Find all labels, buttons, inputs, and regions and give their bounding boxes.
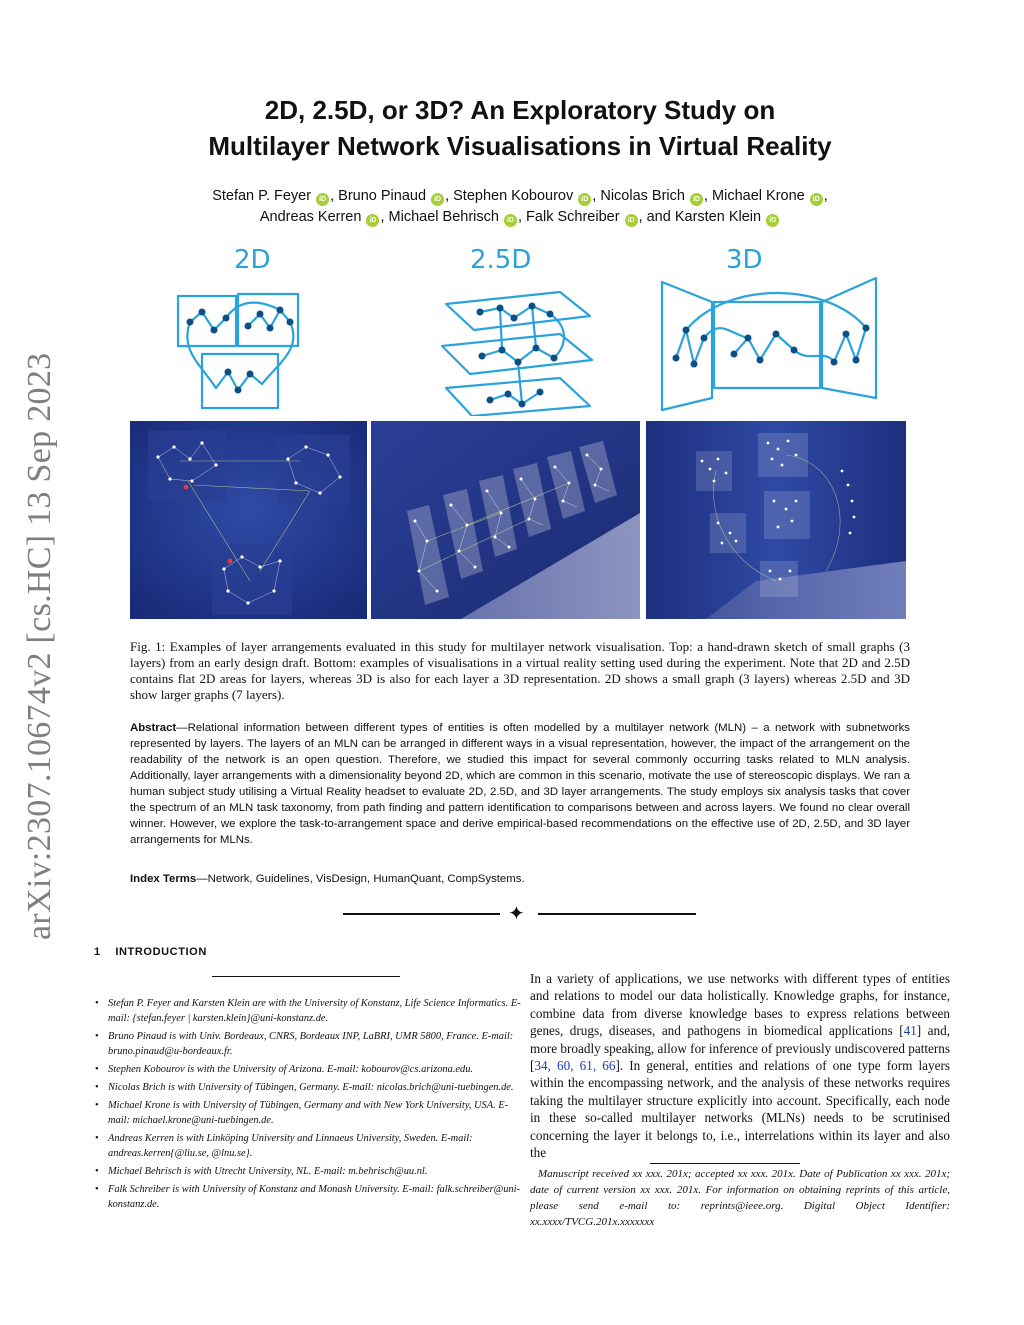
introduction-paragraph (530, 970, 950, 1161)
affiliation-item: • Andreas Kerren is with Linköping University and Linnaeus University, Sweden. E-mail: andreas.kerren{@liu.se, @lnu.se}. (94, 1131, 524, 1161)
vr-screenshot-2d (130, 421, 367, 619)
orcid-icon[interactable]: iD (504, 214, 517, 227)
affiliation-item: • Michael Krone is with University of Tübingen, Germany and with New York University, USA. E-mail: michael.krone@uni-tuebingen.de. (94, 1098, 524, 1128)
sketch-label-2-5d: 2.5D (470, 245, 532, 275)
separator-right (538, 913, 696, 915)
orcid-icon[interactable]: iD (431, 193, 444, 206)
abstract-text: —Relational information between different types of entities is often modelled by a multilayer network (MLN) – a network with subnetworks represented by layers. The layers of an MLN can be arranged in different ways in a visual representation, however, the impact of the arrangement on the readability of the network is an open question. Therefore, we studied this impact for several commonly occurring tasks related to MLN analysis. Additionally, layer arrangements with a dimensionality beyond 2D, which are common in this scenario, motivate the use of stereoscopic displays. We ran a human subject study utilising a Virtual Reality headset to evaluate 2D, 2.5D, and 3D layer arrangements. The study employs six analysis tasks that cover the spectrum of an MLN task taxonomy, from path finding and pattern identification to comparisons between and across layers. We found no clear overall winner. However, we explore the task-to-arrangement space and derive empirical-based recommendations on the effective use of 2D, 2.5D, and 3D layer arrangements for MLNs. (130, 722, 910, 846)
author-name: Falk Schreiber (526, 209, 620, 225)
abstract (130, 720, 910, 848)
separator-left (343, 913, 500, 915)
affiliation-list (94, 996, 524, 1215)
affiliation-item: • Bruno Pinaud is with Univ. Bordeaux, CNRS, Bordeaux INP, LaBRI, UMR 5800, France. E-mail: bruno.pinaud@u-bordeaux.fr. (94, 1029, 524, 1059)
sketch-label-2d: 2D (234, 245, 271, 275)
sketch-2-5d (442, 292, 592, 416)
orcid-icon[interactable]: iD (625, 214, 638, 227)
vr-screenshot-3d (646, 421, 906, 619)
author-line-1: Stefan P. Feyer iD , Bruno Pinaud iD , Stephen Kobourov iD , Nicolas Brich iD , Michael Krone iD , (212, 188, 828, 204)
sketch-3d (662, 278, 876, 410)
abstract-label: Abstract (130, 722, 177, 734)
affiliation-item: • Falk Schreiber is with University of Konstanz and Monash University. E-mail: falk.schreiber@uni-konstanz.de. (94, 1182, 524, 1212)
section-heading (94, 946, 207, 958)
section-number: 1 (94, 946, 101, 958)
affiliation-item: • Nicolas Brich is with University of Tübingen, Germany. E-mail: nicolas.brich@uni-tuebingen.de. (94, 1080, 524, 1095)
orcid-icon[interactable]: iD (578, 193, 591, 206)
vr-screenshot-2-5d (371, 421, 640, 619)
author-name: Andreas Kerren (259, 209, 362, 225)
orcid-icon[interactable]: iD (766, 214, 779, 227)
manuscript-text: Manuscript received xx xxx. 201x; accepted xx xxx. 201x. Date of Publication xx xxx. 201x; date of current version xx xxx. 201x. For information on obtaining reprints of this article, please send e-mail to: reprints@ieee.org. Digital Object Identifier: xx.xxxx/TVCG.201x.xxxxxxx (530, 1168, 950, 1228)
orcid-icon[interactable]: iD (690, 193, 703, 206)
arxiv-identifier: arXiv:2307.10674v2 [cs.HC] 13 Sep 2023 (21, 352, 58, 940)
title-line-2: Multilayer Network Visualisations in Virtual Reality (208, 131, 832, 161)
author-name: Bruno Pinaud (338, 188, 427, 204)
index-terms (130, 871, 910, 887)
author-name: Karsten Klein (674, 209, 762, 225)
manuscript-note (530, 1166, 950, 1230)
affiliation-item: • Stefan P. Feyer and Karsten Klein are with the University of Konstanz, Life Science Informatics. E-mail: {stefan.feyer | karsten.klein}@uni-konstanz.de. (94, 996, 524, 1026)
paper-title (130, 92, 910, 164)
author-name: Michael Krone (712, 188, 805, 204)
affiliation-item: • Michael Behrisch is with Utrecht University, NL. E-mail: m.behrisch@uu.nl. (94, 1164, 524, 1179)
intro-text-1: In a variety of applications, we use networks with different types of entities and relations to model our data holistically. Knowledge graphs, for instance, combine data from diverse knowledge bases to express relations between genes, drugs, diseases, and pathogens in biomedical applications [ (530, 971, 950, 1039)
sketch-label-3d: 3D (726, 245, 763, 275)
author-name: Nicolas Brich (600, 188, 685, 204)
title-line-1: 2D, 2.5D, or 3D? An Exploratory Study on (264, 95, 776, 125)
orcid-icon[interactable]: iD (810, 193, 823, 206)
manuscript-rule (650, 1163, 800, 1164)
intro-text-3: ]. In general, entities and relations of one type form layers within the encompassing network, and the analysis of these networks requires taking the multilayer structure explicitly into account. Specifically, each node in these so-called multilayer networks (MLNs) needs to be scrutinised concerning the layer it belongs to, i.e., interrelations within its layer and also the (530, 1058, 951, 1161)
author-name: Stefan P. Feyer (212, 188, 312, 204)
author-name: Stephen Kobourov (453, 188, 574, 204)
intro-text-2: ] and, more broadly speaking, allow for inference of previously undiscovered patterns [ (530, 1023, 950, 1074)
section-title: INTRODUCTION (115, 946, 207, 958)
figure-sketch (130, 238, 906, 416)
figure-caption: Fig. 1: Examples of layer arrangements evaluated in this study for multilayer network visualisation. Top: a hand-drawn sketch of small graphs (3 layers) from an early design draft. Bottom: examples of visualisations in a virtual reality setting used during the experiment. Note that 2D and 2.5D contains flat 2D areas for layers, whereas 3D is also for each layer a 3D representation. 2D shows a small graph (3 layers) whereas 2.5D and 3D show larger graphs (7 layers). (130, 639, 910, 702)
citation-link[interactable]: 41 (903, 1023, 917, 1039)
separator-star-icon: ✦ (508, 901, 525, 925)
author-name: Michael Behrisch (388, 209, 499, 225)
author-line-2: Andreas Kerren iD , Michael Behrisch iD , Falk Schreiber iD , and Karsten Klein iD (140, 207, 900, 228)
author-list (140, 186, 900, 228)
index-terms-label: Index Terms (130, 873, 197, 885)
footnote-rule (212, 976, 400, 977)
index-terms-text: —Network, Guidelines, VisDesign, HumanQuant, CompSystems. (196, 873, 525, 885)
orcid-icon[interactable]: iD (316, 193, 329, 206)
affiliation-item: • Stephen Kobourov is with the University of Arizona. E-mail: kobourov@cs.arizona.edu. (94, 1062, 524, 1077)
orcid-icon[interactable]: iD (366, 214, 379, 227)
citation-link[interactable]: 34, 60, 61, 66 (534, 1058, 616, 1074)
